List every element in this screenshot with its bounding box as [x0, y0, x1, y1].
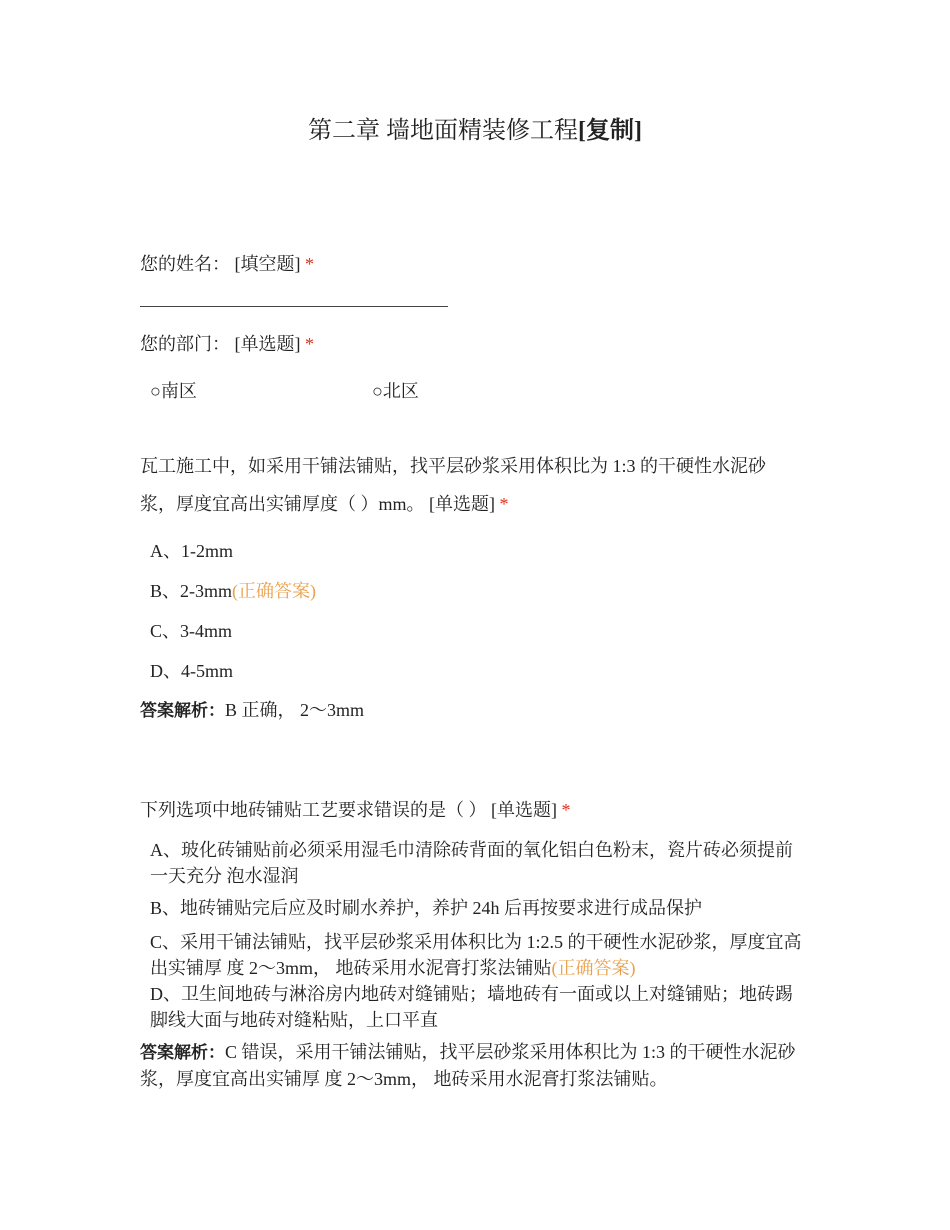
q2-option-c[interactable]	[150, 929, 810, 981]
page-title	[0, 110, 950, 145]
page-title-suffix: [复制]	[578, 118, 642, 144]
dept-option-north[interactable]: ○北区	[372, 381, 419, 401]
correct-answer-tag: (正确答案)	[551, 958, 636, 978]
required-mark: *	[561, 800, 571, 820]
dept-option-south[interactable]: ○南区	[150, 381, 197, 401]
correct-answer-tag: (正确答案)	[232, 581, 317, 601]
question-dept-type: [单选题]	[234, 334, 301, 354]
analysis-text: B 正确， 2～3mm	[225, 700, 365, 720]
question-name-type: [填空题]	[234, 254, 301, 274]
q2-option-c-text: C、采用干铺法铺贴，找平层砂浆采用体积比为 1:2.5 的干硬性水泥砂浆，厚度宜高出实铺厚 度 2～3mm， 地砖采用水泥膏打浆法铺贴	[150, 932, 802, 978]
question-2-text: 下列选项中地砖铺贴工艺要求错误的是（ ）	[140, 800, 487, 820]
q2-option-a[interactable]: A、玻化砖铺贴前必须采用湿毛巾清除砖背面的氧化铝白色粉末，瓷片砖必须提前一天充分 泡水湿润	[150, 840, 793, 886]
required-mark: *	[305, 254, 314, 274]
question-1	[140, 447, 810, 523]
required-mark: *	[305, 334, 314, 354]
question-dept	[140, 325, 810, 363]
question-2	[140, 791, 810, 829]
q1-option-d[interactable]: D、4-5mm	[150, 661, 233, 681]
question-1-type: [单选题]	[429, 494, 496, 514]
analysis-label: 答案解析：	[140, 1043, 225, 1063]
question-1-text-line2: 浆，厚度宜高出实铺厚度（ ）mm。	[140, 494, 425, 514]
question-dept-label: 您的部门：	[140, 334, 230, 354]
page-title-main: 第二章 墙地面精装修工程	[308, 118, 578, 144]
analysis-text: C 错误，采用干铺法铺贴，找平层砂浆采用体积比为 1:3 的干硬性水泥砂浆，厚度宜高出实铺厚 度 2～3mm， 地砖采用水泥膏打浆法铺贴。	[140, 1042, 796, 1089]
q1-option-c[interactable]: C、3-4mm	[150, 621, 233, 641]
q2-option-d[interactable]: D、卫生间地砖与淋浴房内地砖对缝铺贴；墙地砖有一面或以上对缝铺贴；地砖踢脚线大面与地砖对缝粘贴，上口平直	[150, 984, 793, 1030]
q1-option-b-text: B、2-3mm	[150, 581, 233, 601]
question-name-label: 您的姓名：	[140, 254, 230, 274]
question-name	[140, 245, 810, 283]
required-mark: *	[499, 494, 509, 514]
q2-option-b[interactable]: B、地砖铺贴完后应及时刷水养护，养护 24h 后再按要求进行成品保护	[150, 898, 703, 918]
name-input[interactable]	[140, 306, 448, 307]
q1-option-b[interactable]	[150, 578, 810, 604]
question-2-type: [单选题]	[491, 800, 557, 820]
q1-analysis	[140, 697, 810, 724]
q1-option-a[interactable]: A、1-2mm	[150, 541, 233, 561]
analysis-label: 答案解析：	[140, 701, 225, 721]
question-1-text-line1: 瓦工施工中，如采用干铺法铺贴，找平层砂浆采用体积比为 1:3 的干硬性水泥砂	[140, 456, 766, 476]
q2-analysis	[140, 1039, 810, 1092]
